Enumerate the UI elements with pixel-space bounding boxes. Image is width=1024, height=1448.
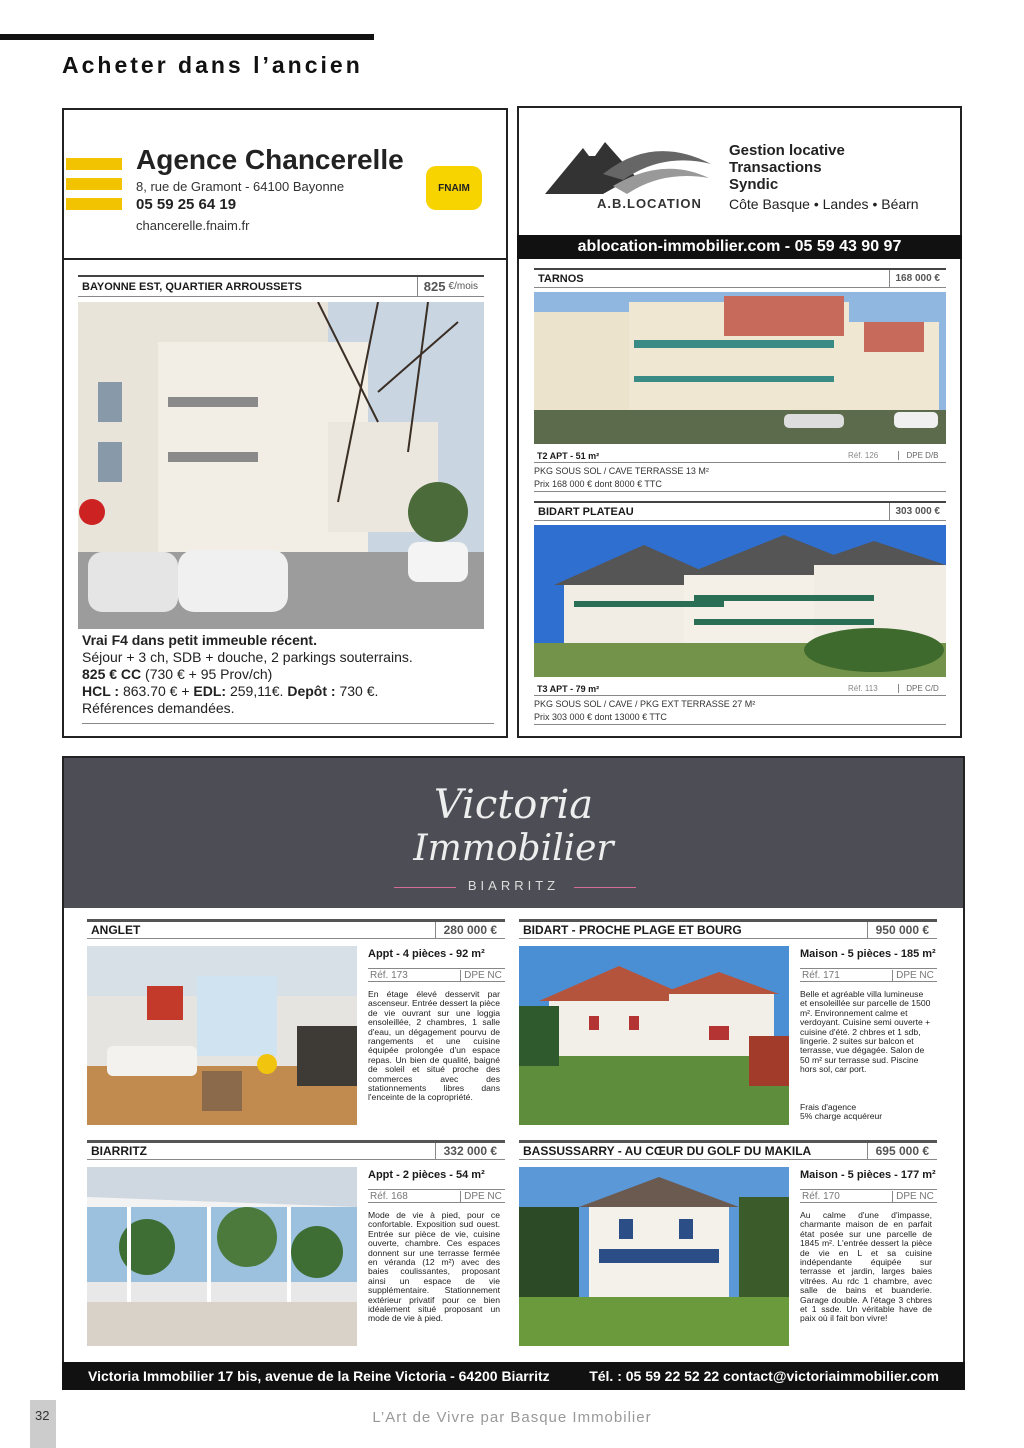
listing-spec — [534, 449, 946, 463]
listing-location: ANGLET — [91, 923, 141, 937]
listing-type: Appt - 4 pièces - 92 m² — [368, 948, 485, 960]
listing-photo-bidart-villa[interactable] — [519, 946, 789, 1125]
top-rule — [0, 34, 374, 40]
victoria-footer — [62, 1362, 965, 1390]
listing-price: 825 €/mois — [417, 277, 484, 296]
listing-dpe: DPE NC — [460, 1191, 505, 1202]
listing-location: TARNOS — [538, 272, 584, 285]
listing-description: Mode de vie à pied, pour ce confortable. Exposition sud ouest. Entrée sur pièce de vie, cuisine ouverte, chambre. Ces espaces donnent sur une terrasse fermée en véranda (12 m²) avec des baies coulissantes, proposant ainsi un espace de vie supplémentaire. Stationnement extérieur privatif pour ce bien idéalement situé proposant un mode de vie à pied. — [368, 1210, 500, 1324]
listing-price: 695 000 € — [867, 1143, 937, 1159]
listing-ref: Réf. 173 — [370, 969, 408, 981]
listing-line2: Prix 303 000 € dont 13000 € TTC — [534, 712, 667, 722]
chancerelle-header — [62, 108, 508, 260]
listing-header — [87, 919, 505, 939]
listing-line1: PKG SOUS SOL / CAVE / PKG EXT TERRASSE 27 M² — [534, 699, 756, 709]
listing-ref-row — [368, 968, 505, 982]
listing-dpe: DPE NC — [892, 1191, 937, 1202]
listing-type: T2 APT - 51 m² — [537, 450, 600, 461]
listing-location: BIARRITZ — [91, 1144, 147, 1158]
listing-line1: PKG SOUS SOL / CAVE TERRASSE 13 M² — [534, 466, 709, 476]
listing-type: Appt - 2 pièces - 54 m² — [368, 1169, 485, 1181]
listing-ref: Réf. 126 — [848, 451, 879, 460]
divider — [82, 723, 494, 724]
listing-type: Maison - 5 pièces - 185 m² — [800, 948, 936, 960]
section-title: Acheter dans l’ancien — [62, 52, 363, 78]
listing-ref: Réf. 113 — [848, 684, 878, 693]
listing-ref: Réf. 171 — [802, 969, 840, 981]
mountain-logo-icon — [543, 134, 713, 198]
listing-dpe: DPE NC — [460, 970, 505, 981]
listing-type: Maison - 5 pièces - 177 m² — [800, 1169, 936, 1181]
listing-ref-row — [800, 968, 937, 982]
listing-description — [82, 632, 492, 717]
victoria-city: BIARRITZ — [467, 878, 560, 893]
listing-photo-bassussarry[interactable] — [519, 1167, 789, 1346]
listing-dpe: DPE NC — [892, 970, 937, 981]
logo-accent-right — [574, 887, 636, 888]
listing-ref: Réf. 168 — [370, 1190, 408, 1202]
victoria-address: Victoria Immobilier 17 bis, avenue de la Reine Victoria - 64200 Biarritz — [88, 1368, 550, 1384]
listing-photo-bayonne[interactable] — [78, 302, 484, 629]
listing-location: BAYONNE EST, QUARTIER ARROUSSETS — [82, 280, 302, 293]
listing-header — [519, 919, 937, 939]
agency-website[interactable]: chancerelle.fnaim.fr — [136, 218, 250, 233]
listing-location: BIDART - PROCHE PLAGE ET BOURG — [523, 923, 742, 937]
listing-location: BIDART PLATEAU — [538, 505, 634, 518]
listing-photo-tarnos[interactable] — [534, 292, 946, 444]
listing-header — [519, 1140, 937, 1160]
listing-price: 950 000 € — [867, 922, 937, 938]
victoria-header — [64, 758, 963, 908]
listing-fees: Frais d'agence 5% charge acquéreur — [800, 1102, 883, 1122]
ablocation-logo-text: A.B.LOCATION — [597, 196, 702, 211]
listing-headline: Vrai F4 dans petit immeuble récent. — [82, 632, 317, 648]
listing-line3: HCL : 863.70 € + EDL: 259,11€. Depôt : 730 €. — [82, 683, 379, 699]
listing-photo-biarritz[interactable] — [87, 1167, 357, 1346]
victoria-logo-line2: Immobilier — [413, 828, 614, 869]
listing-price: 332 000 € — [435, 1143, 505, 1159]
divider — [534, 724, 946, 725]
chancerelle-logo-stripes — [66, 158, 122, 218]
listing-line2: 825 € CC (730 € + 95 Prov/ch) — [82, 666, 273, 682]
fnaim-badge: FNAIM — [426, 166, 482, 210]
listing-description: Au calme d'une d'impasse, charmante maison de en parfait état posée sur une parcelle de 1845 m². L'entrée dessert la pièce de vie en L et sa cuisine indépendante équipée sur terrasse et jardin, larges baies vitrées. Au rdc 1 chambre, avec salle de bains et buanderie. Garage double. A l'étage 3 chbres et 1 ssde. Un véritable have de paix où il fait bon vivre! — [800, 1210, 932, 1324]
divider — [534, 491, 946, 492]
listing-type: T3 APT - 79 m² — [537, 683, 600, 694]
listing-spec — [534, 682, 946, 696]
ablocation-services: Gestion locative Transactions Syndic — [729, 142, 845, 193]
listing-ref: Réf. 170 — [802, 1190, 840, 1202]
ablocation-contact-strip[interactable]: ablocation-immobilier.com - 05 59 43 90 97 — [517, 235, 962, 259]
listing-header — [78, 275, 484, 297]
listing-description: Belle et agréable villa lumineuse et ensoleillée sur parcelle de 1500 m². Environnement calme et verdoyant. Cuisine semi ouverte + cuisine d'été. 2 chbres et 1 sdb, lingerie. 2 suites sur balcon et terrasse, vue dégagée. Salon de 50 m² sur terrasse sud. Piscine hors sol, car port. — [800, 989, 931, 1075]
listing-header — [87, 1140, 505, 1160]
listing-description: En étage élevé desservit par ascenseur. Entrée dessert la pièce de vie ouvrant sur une loggia ensoleillée, 2 chambres, 1 salle d'eau, un dégagement pourvu de rangements et une cuisine équipée prolongée d'un espace repas. Un bien de qualité, baigné de soleil et situé proche des commerces avec des stationnements libres dans l'enceinte de la copropriété. — [368, 989, 500, 1103]
page-number: 32 — [30, 1400, 56, 1448]
listing-header — [534, 268, 946, 288]
listing-line4: Références demandées. — [82, 700, 235, 716]
agency-address: 8, rue de Gramont - 64100 Bayonne — [136, 179, 345, 194]
agency-name: Agence Chancerelle — [136, 144, 404, 175]
listing-header — [534, 501, 946, 521]
listing-ref-row — [800, 1189, 937, 1203]
victoria-logo-line1: Victoria — [433, 782, 594, 828]
listing-line1: Séjour + 3 ch, SDB + douche, 2 parkings souterrains. — [82, 649, 413, 665]
listing-location: BASSUSSARRY - AU CŒUR DU GOLF DU MAKILA — [523, 1144, 812, 1158]
agency-phone[interactable]: 05 59 25 64 19 — [136, 196, 237, 213]
listing-line2: Prix 168 000 € dont 8000 € TTC — [534, 479, 662, 489]
listing-ref-row — [368, 1189, 505, 1203]
listing-price: 168 000 € — [889, 270, 947, 287]
listing-price: 280 000 € — [435, 922, 505, 938]
page-footer: L’Art de Vivre par Basque Immobilier — [372, 1409, 652, 1426]
listing-photo-bidart-plateau[interactable] — [534, 525, 946, 677]
listing-dpe: DPE C/D — [898, 684, 946, 693]
listing-photo-anglet[interactable] — [87, 946, 357, 1125]
listing-price: 303 000 € — [889, 503, 947, 520]
listing-dpe: DPE D/B — [898, 451, 946, 460]
victoria-contact[interactable]: Tél. : 05 59 22 52 22 contact@victoriaimmobilier.com — [589, 1368, 939, 1384]
ablocation-region: Côte Basque • Landes • Béarn — [729, 196, 919, 212]
